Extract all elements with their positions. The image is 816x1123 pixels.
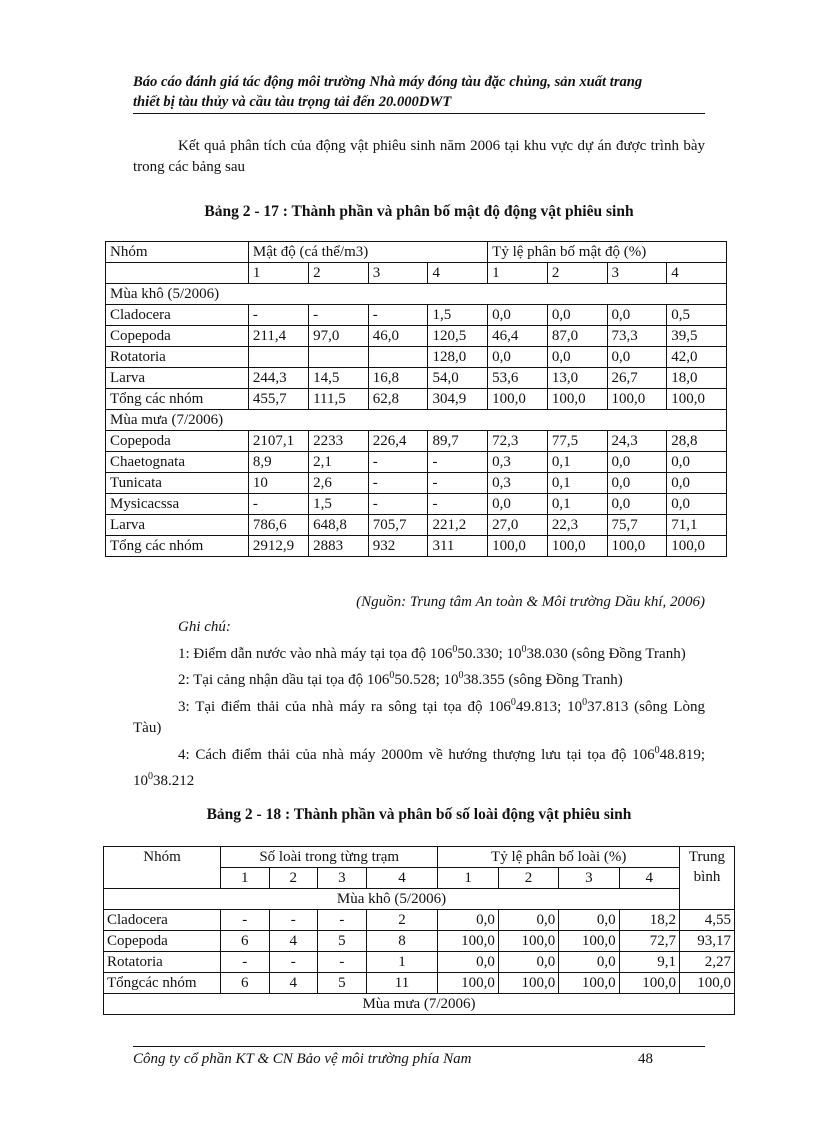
group-name-cell: Mysicacssa [106, 494, 249, 515]
value-cell: 0,0 [438, 952, 498, 973]
table-row [106, 473, 727, 494]
value-cell: 71,1 [667, 515, 727, 536]
value-cell: 4,55 [680, 910, 735, 931]
value-cell: 46,0 [368, 326, 428, 347]
station-cell: 3 [368, 263, 428, 284]
value-cell: 100,0 [547, 536, 607, 557]
value-cell: 0,0 [559, 952, 619, 973]
value-cell: 42,0 [667, 347, 727, 368]
value-cell: 73,3 [607, 326, 667, 347]
value-cell [248, 347, 308, 368]
header-line-1: Báo cáo đánh giá tác động môi trường Nhà máy đóng tàu đặc chủng, sản xuất trang [133, 74, 643, 90]
table-row [104, 973, 735, 994]
value-cell: 28,8 [667, 431, 727, 452]
group-name-cell: Tổng các nhóm [106, 389, 249, 410]
station-cell: 1 [488, 263, 548, 284]
value-cell: 128,0 [428, 347, 488, 368]
dry-season-body [106, 305, 727, 410]
value-cell: 18,0 [667, 368, 727, 389]
station-cell: 3 [318, 868, 367, 889]
value-cell: 244,3 [248, 368, 308, 389]
value-cell: 39,5 [667, 326, 727, 347]
value-cell: 100,0 [559, 931, 619, 952]
value-cell: 1,5 [309, 494, 369, 515]
note-1: 1: Điểm dẫn nước vào nhà máy tại tọa độ $106^050.330$; $10^038.030$ (sông Đồng Tranh) [178, 643, 686, 662]
value-cell: 0,0 [438, 910, 498, 931]
table-row [106, 368, 727, 389]
group-name-cell: Chaetognata [106, 452, 249, 473]
header-density: Mật độ (cá thể/m3) [248, 242, 487, 263]
value-cell: 0,0 [667, 452, 727, 473]
season-row [104, 994, 735, 1015]
value-cell: 0,0 [607, 452, 667, 473]
page-number: 48 [638, 1051, 653, 1067]
station-cell: 3 [607, 263, 667, 284]
value-cell: 0,0 [607, 473, 667, 494]
value-cell: 97,0 [309, 326, 369, 347]
value-cell: 0,5 [667, 305, 727, 326]
group-name-cell: Rotatoria [104, 952, 221, 973]
table-row [106, 389, 727, 410]
value-cell: 6 [221, 973, 270, 994]
station-cell: 4 [366, 868, 438, 889]
value-cell: 46,4 [488, 326, 548, 347]
footer-company: Công ty cổ phần KT & CN Bảo vệ môi trường phía Nam [133, 1051, 472, 1067]
value-cell: 0,0 [667, 473, 727, 494]
note-2: 2: Tại cảng nhận dầu tại tọa độ $106^050.528$; $10^038.355$ (sông Đồng Tranh) [178, 670, 623, 688]
source-note: (Nguồn: Trung tâm An toàn & Môi trường Dầu khí, 2006) [356, 594, 705, 610]
value-cell: 18,2 [619, 910, 679, 931]
value-cell: - [368, 494, 428, 515]
value-cell: 2107,1 [248, 431, 308, 452]
value-cell: 0,0 [559, 910, 619, 931]
value-cell: 8 [366, 931, 438, 952]
value-cell: 0,0 [667, 494, 727, 515]
value-cell: 0,1 [547, 473, 607, 494]
station-cell: 2 [498, 868, 558, 889]
group-name-cell: Rotatoria [106, 347, 249, 368]
value-cell: 0,0 [607, 347, 667, 368]
value-cell: 2233 [309, 431, 369, 452]
group-name-cell: Tunicata [106, 473, 249, 494]
value-cell: 72,7 [619, 931, 679, 952]
header-group: Nhóm [106, 242, 249, 263]
value-cell: 0,0 [607, 305, 667, 326]
value-cell: 100,0 [438, 931, 498, 952]
value-cell: 304,9 [428, 389, 488, 410]
value-cell: 5 [318, 973, 367, 994]
value-cell: 27,0 [488, 515, 548, 536]
note-3: 3: Tại điểm thải của nhà máy ra sông tại tọa độ $106^049.813$; $10^037.813$ (sông Lòng Tàu) [133, 696, 706, 736]
value-cell: 14,5 [309, 368, 369, 389]
value-cell: - [309, 305, 369, 326]
notes-block [133, 617, 705, 793]
species-body [104, 910, 735, 994]
value-cell: 100,0 [498, 973, 558, 994]
station-cell: 4 [667, 263, 727, 284]
value-cell: 2,1 [309, 452, 369, 473]
station-cell: 1 [248, 263, 308, 284]
value-cell: - [248, 494, 308, 515]
value-cell: 0,0 [547, 347, 607, 368]
group-name-cell: Tổng các nhóm [106, 536, 249, 557]
value-cell: 93,17 [680, 931, 735, 952]
value-cell: 11 [366, 973, 438, 994]
value-cell: 72,3 [488, 431, 548, 452]
value-cell: 311 [428, 536, 488, 557]
table-row [106, 305, 727, 326]
station-cell: 4 [619, 868, 679, 889]
value-cell: 0,0 [488, 347, 548, 368]
value-cell: 16,8 [368, 368, 428, 389]
value-cell: - [428, 494, 488, 515]
value-cell: 54,0 [428, 368, 488, 389]
zooplankton-species-table [103, 846, 735, 1015]
value-cell: 100,0 [667, 389, 727, 410]
group-name-cell: Copepoda [106, 326, 249, 347]
table-row [106, 515, 727, 536]
value-cell: 100,0 [488, 389, 548, 410]
table-row [106, 536, 727, 557]
value-cell: 24,3 [607, 431, 667, 452]
value-cell: 4 [269, 973, 318, 994]
station-cell: 2 [547, 263, 607, 284]
group-name-cell: Larva [106, 515, 249, 536]
value-cell: 100,0 [680, 973, 735, 994]
station-cell: 2 [309, 263, 369, 284]
wet-season-label: Mùa mưa (7/2006) [106, 410, 727, 431]
value-cell: - [221, 952, 270, 973]
dry-season-label: Mùa khô (5/2006) [104, 889, 680, 910]
value-cell: 648,8 [309, 515, 369, 536]
value-cell: 100,0 [607, 536, 667, 557]
value-cell: - [269, 952, 318, 973]
value-cell: 100,0 [559, 973, 619, 994]
station-cell: 1 [221, 868, 270, 889]
table-17-caption: Bảng 2 - 17 : Thành phần và phân bố mật độ động vật phiêu sinh [204, 203, 634, 220]
station-cell: 1 [438, 868, 498, 889]
table-row [106, 494, 727, 515]
group-name-cell: Copepoda [106, 431, 249, 452]
value-cell: 2,6 [309, 473, 369, 494]
value-cell: 932 [368, 536, 428, 557]
season-row [104, 889, 735, 910]
station-cell: 2 [269, 868, 318, 889]
value-cell [368, 347, 428, 368]
value-cell: 89,7 [428, 431, 488, 452]
table-header-row [106, 242, 727, 263]
value-cell: 26,7 [607, 368, 667, 389]
station-cell: 3 [559, 868, 619, 889]
table-row [106, 326, 727, 347]
notes-title: Ghi chú: [178, 619, 231, 635]
header-species: Số loài trong từng trạm [221, 847, 438, 868]
value-cell: 111,5 [309, 389, 369, 410]
value-cell: - [318, 952, 367, 973]
value-cell: 9,1 [619, 952, 679, 973]
value-cell: 53,6 [488, 368, 548, 389]
page-footer [133, 1046, 705, 1068]
group-name-cell: Tổngcác nhóm [104, 973, 221, 994]
season-row [106, 284, 727, 305]
value-cell: 100,0 [667, 536, 727, 557]
value-cell: 100,0 [488, 536, 548, 557]
value-cell: 2912,9 [248, 536, 308, 557]
value-cell: - [368, 305, 428, 326]
value-cell: 221,2 [428, 515, 488, 536]
value-cell: 0,3 [488, 473, 548, 494]
table-row [104, 952, 735, 973]
empty-cell [106, 263, 249, 284]
running-header [133, 72, 705, 114]
value-cell: 100,0 [619, 973, 679, 994]
value-cell: 0,1 [547, 452, 607, 473]
value-cell: - [269, 910, 318, 931]
value-cell: 100,0 [607, 389, 667, 410]
value-cell: 87,0 [547, 326, 607, 347]
table-header-row [104, 847, 735, 868]
value-cell: 10 [248, 473, 308, 494]
value-cell: - [428, 452, 488, 473]
value-cell: 2883 [309, 536, 369, 557]
zooplankton-density-table [105, 241, 727, 557]
value-cell: - [248, 305, 308, 326]
value-cell: 0,0 [488, 305, 548, 326]
value-cell: 100,0 [547, 389, 607, 410]
header-average: Trung bình [680, 847, 735, 910]
note-4: 4: Cách điểm thải của nhà máy 2000m về hướng thượng lưu tại tọa độ $106^048.819$; $10^038.212$ [133, 744, 705, 789]
dry-season-label: Mùa khô (5/2006) [106, 284, 727, 305]
table-row [106, 347, 727, 368]
value-cell: 1,5 [428, 305, 488, 326]
value-cell: - [368, 452, 428, 473]
value-cell: 0,0 [488, 494, 548, 515]
header-ratio: Tỷ lệ phân bố mật độ (%) [488, 242, 727, 263]
station-cell: 4 [428, 263, 488, 284]
value-cell: - [318, 910, 367, 931]
value-cell: - [221, 910, 270, 931]
value-cell: 0,1 [547, 494, 607, 515]
value-cell: 2,27 [680, 952, 735, 973]
value-cell: 705,7 [368, 515, 428, 536]
table-row [106, 431, 727, 452]
value-cell: 100,0 [498, 931, 558, 952]
header-line-2: thiết bị tàu thủy và cầu tàu trọng tải đến 20.000DWT [133, 94, 452, 110]
value-cell: - [428, 473, 488, 494]
value-cell: 22,3 [547, 515, 607, 536]
value-cell [309, 347, 369, 368]
group-name-cell: Cladocera [104, 910, 221, 931]
value-cell: 211,4 [248, 326, 308, 347]
value-cell: 786,6 [248, 515, 308, 536]
table-row [104, 931, 735, 952]
value-cell: 0,0 [607, 494, 667, 515]
wet-season-body [106, 431, 727, 557]
wet-season-label: Mùa mưa (7/2006) [104, 994, 735, 1015]
header-ratio: Tỷ lệ phân bố loài (%) [438, 847, 680, 868]
value-cell: 0,3 [488, 452, 548, 473]
value-cell: 0,0 [547, 305, 607, 326]
value-cell: 455,7 [248, 389, 308, 410]
value-cell: 62,8 [368, 389, 428, 410]
group-name-cell: Cladocera [106, 305, 249, 326]
value-cell: 100,0 [438, 973, 498, 994]
table-18-caption: Bảng 2 - 18 : Thành phần và phân bố số loài động vật phiêu sinh [206, 806, 632, 823]
value-cell: - [368, 473, 428, 494]
group-name-cell: Larva [106, 368, 249, 389]
value-cell: 0,0 [498, 910, 558, 931]
value-cell: 226,4 [368, 431, 428, 452]
value-cell: 0,0 [498, 952, 558, 973]
value-cell: 8,9 [248, 452, 308, 473]
table-station-row [106, 263, 727, 284]
season-row [106, 410, 727, 431]
value-cell: 120,5 [428, 326, 488, 347]
value-cell: 1 [366, 952, 438, 973]
value-cell: 77,5 [547, 431, 607, 452]
value-cell: 75,7 [607, 515, 667, 536]
value-cell: 6 [221, 931, 270, 952]
header-group: Nhóm [104, 847, 221, 889]
group-name-cell: Copepoda [104, 931, 221, 952]
table-row [106, 452, 727, 473]
intro-paragraph: Kết quả phân tích của động vật phiêu sinh năm 2006 tại khu vực dự án được trình bày trong các bảng sau [133, 138, 705, 175]
table-row [104, 910, 735, 931]
value-cell: 13,0 [547, 368, 607, 389]
value-cell: 4 [269, 931, 318, 952]
value-cell: 2 [366, 910, 438, 931]
value-cell: 5 [318, 931, 367, 952]
